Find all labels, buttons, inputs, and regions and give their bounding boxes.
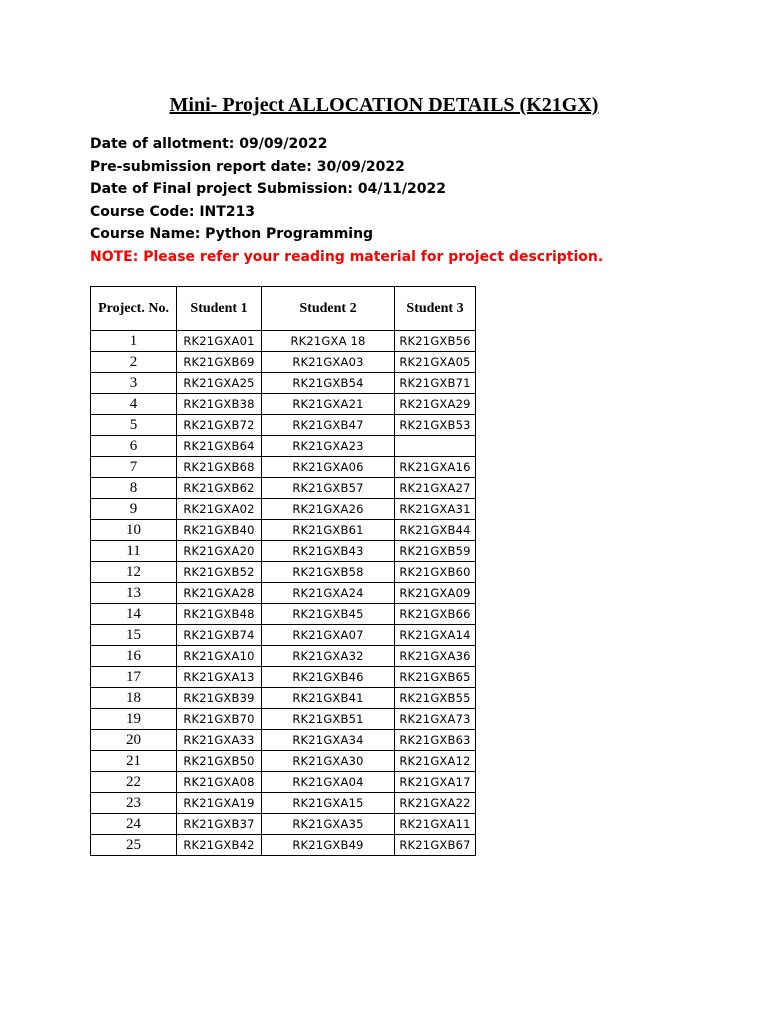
table-row	[91, 604, 476, 625]
student-2-cell: RK21GXB41	[262, 688, 395, 709]
project-no-cell: 4	[91, 394, 177, 415]
student-1-cell: RK21GXB48	[177, 604, 262, 625]
student-1-cell: RK21GXB62	[177, 478, 262, 499]
student-3-cell: RK21GXA36	[395, 646, 476, 667]
student-1-cell: RK21GXA13	[177, 667, 262, 688]
table-row	[91, 688, 476, 709]
student-3-cell: RK21GXB60	[395, 562, 476, 583]
student-2-cell: RK21GXA32	[262, 646, 395, 667]
allocation-info	[90, 133, 603, 268]
project-no-cell: 14	[91, 604, 177, 625]
student-2-cell: RK21GXA23	[262, 436, 395, 457]
project-no-cell: 18	[91, 688, 177, 709]
project-no-cell: 21	[91, 751, 177, 772]
project-no-cell: 19	[91, 709, 177, 730]
project-no-cell: 10	[91, 520, 177, 541]
table-row	[91, 667, 476, 688]
student-1-cell: RK21GXB72	[177, 415, 262, 436]
header-student-2: Student 2	[262, 287, 395, 331]
student-3-cell: RK21GXA14	[395, 625, 476, 646]
project-no-cell: 22	[91, 772, 177, 793]
student-2-cell: RK21GXA26	[262, 499, 395, 520]
student-1-cell: RK21GXA28	[177, 583, 262, 604]
student-2-cell: RK21GXB43	[262, 541, 395, 562]
table-row	[91, 583, 476, 604]
table-row	[91, 373, 476, 394]
project-no-cell: 6	[91, 436, 177, 457]
student-2-cell: RK21GXB49	[262, 835, 395, 856]
student-2-cell: RK21GXA24	[262, 583, 395, 604]
student-2-cell: RK21GXA04	[262, 772, 395, 793]
project-no-cell: 15	[91, 625, 177, 646]
student-1-cell: RK21GXB37	[177, 814, 262, 835]
student-1-cell: RK21GXA08	[177, 772, 262, 793]
table-row	[91, 331, 476, 352]
table-row	[91, 520, 476, 541]
student-1-cell: RK21GXB74	[177, 625, 262, 646]
table-row	[91, 394, 476, 415]
student-1-cell: RK21GXB39	[177, 688, 262, 709]
project-no-cell: 24	[91, 814, 177, 835]
table-row	[91, 793, 476, 814]
student-3-cell: RK21GXB59	[395, 541, 476, 562]
student-2-cell: RK21GXB45	[262, 604, 395, 625]
course-name: Course Name: Python Programming	[90, 226, 374, 242]
project-no-cell: 1	[91, 331, 177, 352]
table-row	[91, 730, 476, 751]
student-1-cell: RK21GXA10	[177, 646, 262, 667]
table-row	[91, 457, 476, 478]
student-1-cell: RK21GXA02	[177, 499, 262, 520]
page-title: Mini- Project ALLOCATION DETAILS (K21GX)	[169, 94, 599, 116]
student-3-cell: RK21GXA12	[395, 751, 476, 772]
student-3-cell: RK21GXB66	[395, 604, 476, 625]
student-2-cell: RK21GXA15	[262, 793, 395, 814]
student-2-cell: RK21GXB46	[262, 667, 395, 688]
student-1-cell: RK21GXB40	[177, 520, 262, 541]
student-2-cell: RK21GXA03	[262, 352, 395, 373]
student-1-cell: RK21GXB38	[177, 394, 262, 415]
student-2-cell: RK21GXB47	[262, 415, 395, 436]
student-2-cell: RK21GXA34	[262, 730, 395, 751]
table-row	[91, 436, 476, 457]
student-3-cell: RK21GXA11	[395, 814, 476, 835]
project-no-cell: 20	[91, 730, 177, 751]
table-row	[91, 352, 476, 373]
final-submission-date: Date of Final project Submission: 04/11/2022	[90, 181, 447, 197]
student-2-cell: RK21GXB58	[262, 562, 395, 583]
project-no-cell: 12	[91, 562, 177, 583]
allotment-date: Date of allotment: 09/09/2022	[90, 136, 328, 152]
student-1-cell: RK21GXB70	[177, 709, 262, 730]
student-3-cell: RK21GXB65	[395, 667, 476, 688]
student-1-cell: RK21GXB52	[177, 562, 262, 583]
table-row	[91, 751, 476, 772]
student-3-cell: RK21GXB63	[395, 730, 476, 751]
student-3-cell: RK21GXA29	[395, 394, 476, 415]
project-no-cell: 11	[91, 541, 177, 562]
table-row	[91, 835, 476, 856]
student-2-cell: RK21GXA 18	[262, 331, 395, 352]
header-student-3: Student 3	[395, 287, 476, 331]
project-no-cell: 25	[91, 835, 177, 856]
table-row	[91, 478, 476, 499]
student-3-cell: RK21GXA73	[395, 709, 476, 730]
student-3-cell: RK21GXB56	[395, 331, 476, 352]
student-1-cell: RK21GXA19	[177, 793, 262, 814]
project-no-cell: 9	[91, 499, 177, 520]
project-no-cell: 7	[91, 457, 177, 478]
student-3-cell: RK21GXA27	[395, 478, 476, 499]
project-no-cell: 8	[91, 478, 177, 499]
student-1-cell: RK21GXA33	[177, 730, 262, 751]
course-code: Course Code: INT213	[90, 203, 256, 220]
student-3-cell: RK21GXB53	[395, 415, 476, 436]
project-no-cell: 2	[91, 352, 177, 373]
header-student-1: Student 1	[177, 287, 262, 331]
table-row	[91, 709, 476, 730]
student-3-cell: RK21GXB71	[395, 373, 476, 394]
student-1-cell: RK21GXB68	[177, 457, 262, 478]
student-1-cell: RK21GXB42	[177, 835, 262, 856]
student-2-cell: RK21GXA35	[262, 814, 395, 835]
project-no-cell: 17	[91, 667, 177, 688]
student-3-cell	[395, 436, 476, 457]
student-3-cell: RK21GXB55	[395, 688, 476, 709]
student-3-cell: RK21GXA17	[395, 772, 476, 793]
student-3-cell: RK21GXA16	[395, 457, 476, 478]
table-row	[91, 646, 476, 667]
student-1-cell: RK21GXB64	[177, 436, 262, 457]
table-row	[91, 499, 476, 520]
student-1-cell: RK21GXB50	[177, 751, 262, 772]
student-3-cell: RK21GXA31	[395, 499, 476, 520]
table-row	[91, 562, 476, 583]
table-header-row	[91, 287, 476, 331]
student-1-cell: RK21GXA20	[177, 541, 262, 562]
table-row	[91, 814, 476, 835]
student-2-cell: RK21GXA06	[262, 457, 395, 478]
student-2-cell: RK21GXB51	[262, 709, 395, 730]
table-row	[91, 541, 476, 562]
note-text: NOTE: Please refer your reading material for project description.	[90, 248, 604, 265]
header-project-no: Project. No.	[91, 287, 177, 331]
student-3-cell: RK21GXB44	[395, 520, 476, 541]
student-3-cell: RK21GXA09	[395, 583, 476, 604]
table-row	[91, 625, 476, 646]
student-2-cell: RK21GXA21	[262, 394, 395, 415]
project-no-cell: 16	[91, 646, 177, 667]
project-no-cell: 13	[91, 583, 177, 604]
student-3-cell: RK21GXB67	[395, 835, 476, 856]
student-1-cell: RK21GXA01	[177, 331, 262, 352]
student-2-cell: RK21GXB61	[262, 520, 395, 541]
presubmission-date: Pre-submission report date: 30/09/2022	[90, 158, 405, 175]
table-row	[91, 415, 476, 436]
project-no-cell: 3	[91, 373, 177, 394]
student-2-cell: RK21GXB57	[262, 478, 395, 499]
project-no-cell: 5	[91, 415, 177, 436]
student-3-cell: RK21GXA22	[395, 793, 476, 814]
student-3-cell: RK21GXA05	[395, 352, 476, 373]
allocation-table	[90, 286, 476, 856]
student-2-cell: RK21GXB54	[262, 373, 395, 394]
student-2-cell: RK21GXA07	[262, 625, 395, 646]
project-no-cell: 23	[91, 793, 177, 814]
student-1-cell: RK21GXB69	[177, 352, 262, 373]
student-1-cell: RK21GXA25	[177, 373, 262, 394]
table-row	[91, 772, 476, 793]
student-2-cell: RK21GXA30	[262, 751, 395, 772]
